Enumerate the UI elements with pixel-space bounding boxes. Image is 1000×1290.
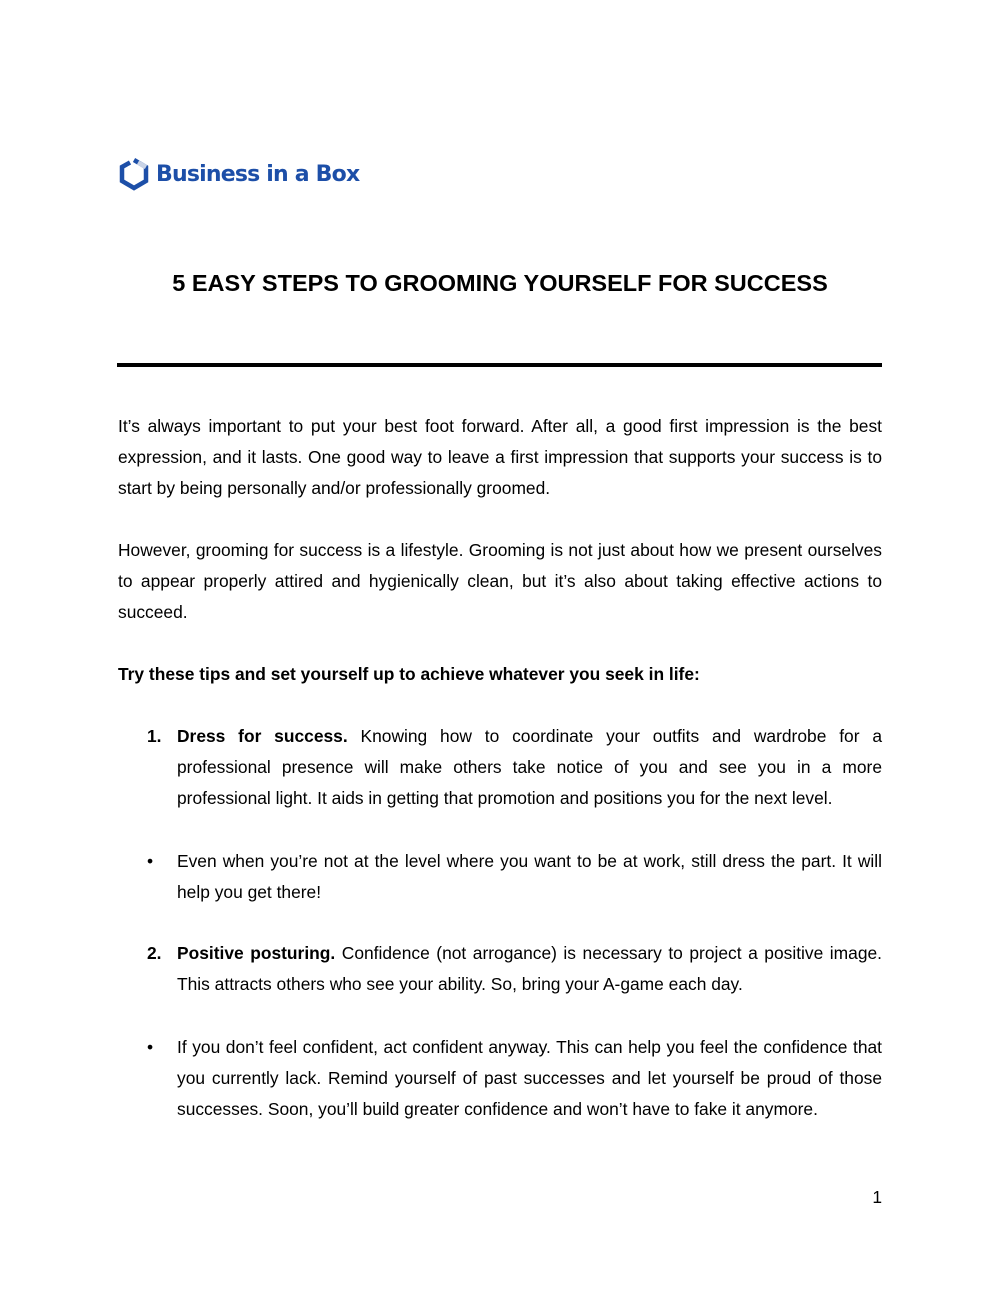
list-item [118,938,882,1000]
page-title: 5 EASY STEPS TO GROOMING YOURSELF FOR SUCCESS [172,270,828,296]
list-marker: 2. [147,943,162,963]
bullet-marker: • [147,1037,154,1057]
item-text: Even when you’re not at the level where you want to be at work, still dress the part. It will help you get there! [177,851,882,902]
hexagon-logo-icon [118,157,150,191]
list-item [118,721,882,814]
item-text: Confidence (not arrogance) is necessary to project a positive image. This attracts others who see your ability. So, bring your A-game each day. [177,943,882,994]
logo-text: Business in a Box [156,161,360,187]
item-title: Dress for success. [177,726,348,746]
lifestyle-paragraph: However, grooming for success is a lifestyle. Grooming is not just about how we present ourselves to appear properly attired and hygienically clean, but it’s also about taking effective actions to succeed. [118,540,882,622]
list-item [118,1032,882,1125]
page-number: 1 [872,1187,882,1207]
title-divider [117,363,882,367]
item-text: If you don’t feel confident, act confident anyway. This can help you feel the confidence that you currently lack. Remind yourself of past successes and let yourself be proud of those successes. Soon, you’ll build greater confidence and won’t have to fake it anymore. [177,1037,882,1119]
intro-paragraph: It’s always important to put your best foot forward. After all, a good first impression is the best expression, and it lasts. One good way to leave a first impression that supports your success is to start by being personally and/or professionally groomed. [118,416,882,498]
item-text: Knowing how to coordinate your outfits and wardrobe for a professional presence will make others take notice of you and see you in a more professional light. It aids in getting that promotion and positions you for the next level. [177,726,882,808]
tips-heading: Try these tips and set yourself up to achieve whatever you seek in life: [118,664,700,684]
list-marker: 1. [147,726,162,746]
item-title: Positive posturing. [177,943,336,963]
bullet-marker: • [147,851,154,871]
list-item [118,846,882,908]
logo [118,157,359,191]
